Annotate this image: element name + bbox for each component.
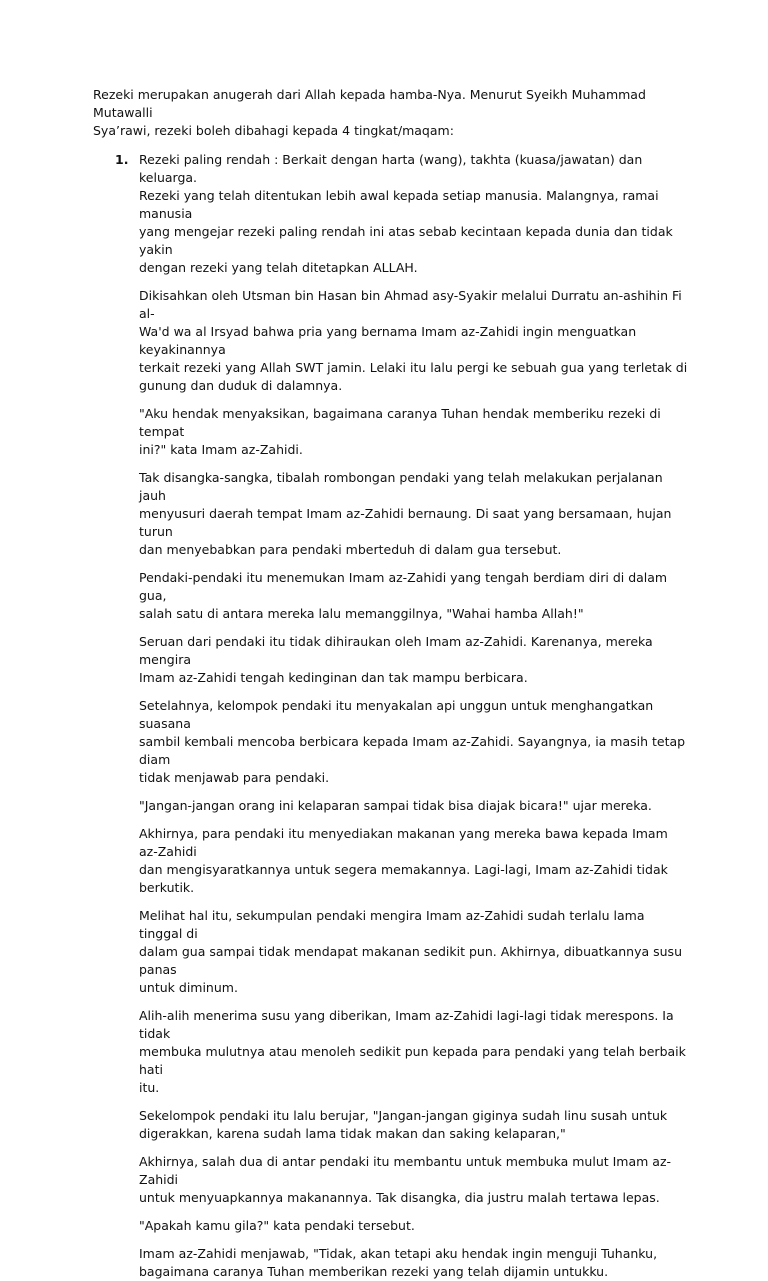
body-paragraph: Imam az-Zahidi menjawab, "Tidak, akan tetapi aku hendak ingin menguji Tuhanku, bagaimana caranya Tuhan memberikan rezeki yang telah dijamin untukku. [139, 1246, 658, 1279]
body-paragraph: Pendaki-pendaki itu menemukan Imam az-Zahidi yang tengah berdiam diri di dalam gua, salah satu di antara mereka lalu memanggilnya, "Wahai hamba Allah!" [139, 570, 668, 621]
body-paragraph: "Apakah kamu gila?" kata pendaki tersebut. [139, 1218, 415, 1233]
body-paragraph: Akhirnya, salah dua di antar pendaki itu membantu untuk membuka mulut Imam az-Zahidi untuk menyuapkannya makanannya. Tak disangka, dia justru malah tertawa lepas. [139, 1154, 672, 1205]
body-paragraph: Rezeki paling rendah : Berkait dengan harta (wang), takhta (kuasa/jawatan) dan keluarga. Rezeki yang telah ditentukan lebih awal kepada setiap manusia. Malangnya, ramai manusia yang mengejar rezeki paling rendah ini atas sebab kecintaan kepada dunia dan tidak yakin dengan rezeki yang telah ditetapkan ALLAH. [139, 152, 673, 275]
body-paragraph: Setelahnya, kelompok pendaki itu menyakalan api unggun untuk menghangatkan suasana sambil kembali mencoba berbicara kepada Imam az-Zahidi. Sayangnya, ia masih tetap diam tidak menjawab para pendaki. [139, 698, 686, 785]
body-paragraph: Tak disangka-sangka, tibalah rombongan pendaki yang telah melakukan perjalanan jauh menyusuri daerah tempat Imam az-Zahidi bernaung. Di saat yang bersamaan, hujan turun dan menyebabkan para pendaki mberteduh di dalam gua tersebut. [139, 470, 672, 557]
intro-paragraph: Rezeki merupakan anugerah dari Allah kepada hamba-Nya. Menurut Syeikh Muhammad Mutawalli Sya’rawi, rezeki boleh dibahagi kepada 4 tingkat/maqam: [93, 87, 646, 138]
list-item-number: 1. [115, 152, 129, 167]
body-paragraph: Melihat hal itu, sekumpulan pendaki mengira Imam az-Zahidi sudah terlalu lama tinggal di dalam gua sampai tidak mendapat makanan sedikit pun. Akhirnya, dibuatkannya susu panas untuk diminum. [139, 908, 682, 995]
body-paragraph: Dikisahkan oleh Utsman bin Hasan bin Ahmad asy-Syakir melalui Durratu an-ashihin Fi al- Wa'd wa al Irsyad bahwa pria yang bernama Imam az-Zahidi ingin menguatkan keyakinannya terkait rezeki yang Allah SWT jamin. Lelaki itu lalu pergi ke sebuah gua yang terletak di gunung dan duduk di dalamnya. [139, 288, 688, 393]
body-paragraph: "Aku hendak menyaksikan, bagaimana caranya Tuhan hendak memberiku rezeki di tempat ini?" kata Imam az-Zahidi. [139, 406, 661, 457]
body-paragraph: "Jangan-jangan orang ini kelaparan sampai tidak bisa diajak bicara!" ujar mereka. [139, 798, 652, 813]
body-paragraph: Sekelompok pendaki itu lalu berujar, "Jangan-jangan giginya sudah linu susah untuk digerakkan, karena sudah lama tidak makan dan saking kelaparan," [139, 1108, 668, 1141]
numbered-list-item [93, 151, 690, 1281]
body-paragraph: Akhirnya, para pendaki itu menyediakan makanan yang mereka bawa kepada Imam az-Zahidi dan mengisyaratkannya untuk segera memakannya. Lagi-lagi, Imam az-Zahidi tidak berkutik. [139, 826, 668, 895]
body-paragraph: Alih-alih menerima susu yang diberikan, Imam az-Zahidi lagi-lagi tidak merespons. Ia tidak membuka mulutnya atau menoleh sedikit pun kepada para pendaki yang telah berbaik hati itu. [139, 1008, 686, 1095]
body-paragraph: Seruan dari pendaki itu tidak dihiraukan oleh Imam az-Zahidi. Karenanya, mereka mengira Imam az-Zahidi tengah kedinginan dan tak mampu berbicara. [139, 634, 653, 685]
